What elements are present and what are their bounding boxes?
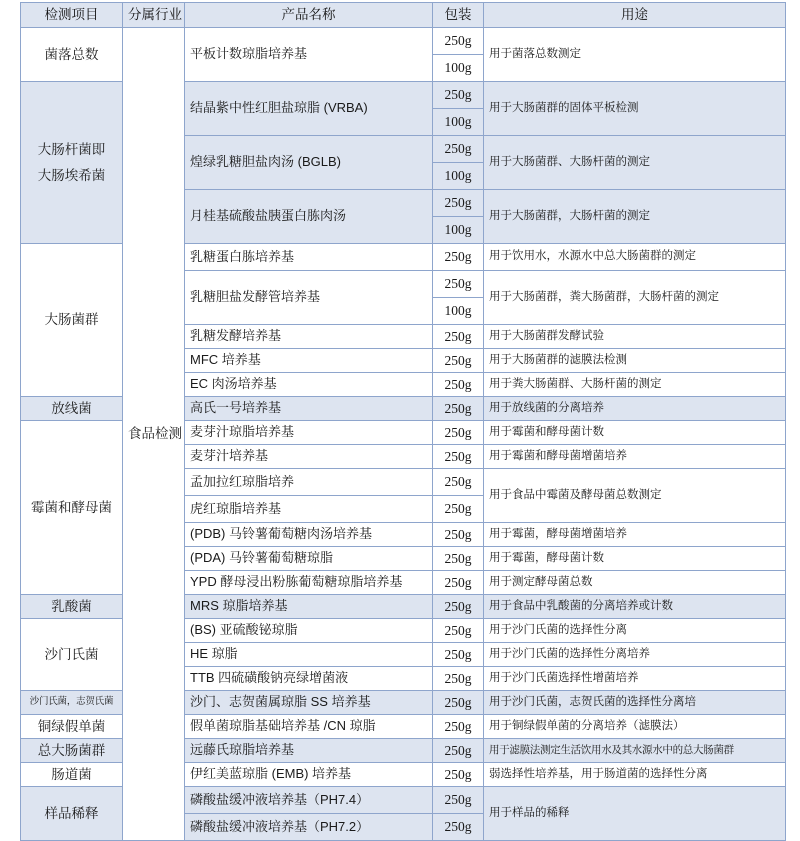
- packaging-size: 250g: [433, 667, 484, 691]
- product-name: (PDA) 马铃薯葡萄糖琼脂: [185, 547, 433, 571]
- product-name: 乳糖胆盐发酵管培养基: [185, 271, 433, 325]
- usage-description: 用于大肠菌群发酵试验: [484, 325, 786, 349]
- product-name: 虎红琼脂培养基: [185, 496, 433, 523]
- packaging-size: 250g: [433, 469, 484, 496]
- packaging-size: 250g: [433, 349, 484, 373]
- packaging-size: 250g: [433, 595, 484, 619]
- packaging-size: 250g: [433, 421, 484, 445]
- column-header-packaging: 包装: [433, 3, 484, 28]
- packaging-size: 250g: [433, 523, 484, 547]
- usage-description: 用于大肠菌群的滤膜法检测: [484, 349, 786, 373]
- product-name: 麦芽汁培养基: [185, 445, 433, 469]
- item-category-line2: 大肠埃希菌: [37, 167, 106, 183]
- packaging-size: 100g: [433, 163, 484, 190]
- usage-description: 用于大肠菌群、大肠杆菌的测定: [484, 136, 786, 190]
- packaging-size: 250g: [433, 397, 484, 421]
- usage-description: 用于滤膜法测定生活饮用水及其水源水中的总大肠菌群: [484, 739, 786, 763]
- packaging-size: 250g: [433, 244, 484, 271]
- table-row: [21, 28, 786, 55]
- product-name: 假单菌琼脂基础培养基 /CN 琼脂: [185, 715, 433, 739]
- packaging-size: 250g: [433, 643, 484, 667]
- product-name: 乳糖蛋白胨培养基: [185, 244, 433, 271]
- item-category: 放线菌: [21, 397, 123, 421]
- usage-description: 用于粪大肠菌群、大肠杆菌的测定: [484, 373, 786, 397]
- usage-description: 用于霉菌，酵母菌计数: [484, 547, 786, 571]
- usage-description: 用于放线菌的分离培养: [484, 397, 786, 421]
- usage-description: 用于霉菌，酵母菌增菌培养: [484, 523, 786, 547]
- usage-description: 用于大肠菌群，大肠杆菌的测定: [484, 190, 786, 244]
- usage-description: 用于菌落总数测定: [484, 28, 786, 82]
- item-category-line1: 大肠杆菌即: [37, 141, 106, 157]
- packaging-size: 250g: [433, 373, 484, 397]
- column-header-use: 用途: [484, 3, 786, 28]
- usage-description: 用于沙门氏菌，志贺氏菌的选择性分离培: [484, 691, 786, 715]
- packaging-size: 100g: [433, 109, 484, 136]
- column-header-industry: 分属行业: [123, 3, 185, 28]
- product-name: 磷酸盐缓冲液培养基（PH7.2）: [185, 814, 433, 841]
- packaging-size: 250g: [433, 325, 484, 349]
- product-name: 沙门、志贺菌属琼脂 SS 培养基: [185, 691, 433, 715]
- packaging-size: 100g: [433, 217, 484, 244]
- product-name: TTB 四硫磺酸钠亮绿增菌液: [185, 667, 433, 691]
- product-name: 高氏一号培养基: [185, 397, 433, 421]
- packaging-size: 250g: [433, 619, 484, 643]
- usage-description: 用于沙门氏菌的选择性分离: [484, 619, 786, 643]
- product-name: 麦芽汁琼脂培养基: [185, 421, 433, 445]
- column-header-item: 检测项目: [21, 3, 123, 28]
- packaging-size: 250g: [433, 496, 484, 523]
- product-name: 煌绿乳糖胆盐肉汤 (BGLB): [185, 136, 433, 190]
- packaging-size: 250g: [433, 715, 484, 739]
- product-name: EC 肉汤培养基: [185, 373, 433, 397]
- item-category: 样品稀释: [21, 787, 123, 841]
- packaging-size: 250g: [433, 814, 484, 841]
- packaging-size: 250g: [433, 787, 484, 814]
- product-name: 磷酸盐缓冲液培养基（PH7.4）: [185, 787, 433, 814]
- packaging-size: 250g: [433, 691, 484, 715]
- packaging-size: 100g: [433, 298, 484, 325]
- packaging-size: 250g: [433, 763, 484, 787]
- usage-description: 用于沙门氏菌的选择性分离培养: [484, 643, 786, 667]
- product-name: 孟加拉红琼脂培养: [185, 469, 433, 496]
- product-name: MFC 培养基: [185, 349, 433, 373]
- product-name: 结晶紫中性红胆盐琼脂 (VRBA): [185, 82, 433, 136]
- usage-description: 用于沙门氏菌选择性增菌培养: [484, 667, 786, 691]
- packaging-size: 250g: [433, 28, 484, 55]
- product-name: MRS 琼脂培养基: [185, 595, 433, 619]
- usage-description: 用于食品中乳酸菌的分离培养或计数: [484, 595, 786, 619]
- product-name: 远藤氏琼脂培养基: [185, 739, 433, 763]
- usage-description: 用于霉菌和酵母菌增菌培养: [484, 445, 786, 469]
- item-category: 沙门氏菌: [21, 619, 123, 691]
- product-name: 伊红美蓝琼脂 (EMB) 培养基: [185, 763, 433, 787]
- usage-description: 用于霉菌和酵母菌计数: [484, 421, 786, 445]
- packaging-size: 250g: [433, 136, 484, 163]
- item-category: 铜绿假单菌: [21, 715, 123, 739]
- usage-description: 用于测定酵母菌总数: [484, 571, 786, 595]
- item-category: 菌落总数: [21, 28, 123, 82]
- industry-category: 食品检测: [123, 28, 185, 841]
- usage-description: 弱选择性培养基，用于肠道菌的选择性分离: [484, 763, 786, 787]
- packaging-size: 250g: [433, 571, 484, 595]
- usage-description: 用于铜绿假单菌的分离培养（滤膜法）: [484, 715, 786, 739]
- item-category: 总大肠菌群: [21, 739, 123, 763]
- product-name: 平板计数琼脂培养基: [185, 28, 433, 82]
- item-category: 大肠菌群: [21, 244, 123, 397]
- column-header-product: 产品名称: [185, 3, 433, 28]
- packaging-size: 250g: [433, 445, 484, 469]
- packaging-size: 250g: [433, 271, 484, 298]
- usage-description: 用于大肠菌群的固体平板检测: [484, 82, 786, 136]
- usage-description: 用于食品中霉菌及酵母菌总数测定: [484, 469, 786, 523]
- product-name: YPD 酵母浸出粉胨葡萄糖琼脂培养基: [185, 571, 433, 595]
- product-name: 乳糖发酵培养基: [185, 325, 433, 349]
- packaging-size: 250g: [433, 547, 484, 571]
- usage-description: 用于饮用水，水源水中总大肠菌群的测定: [484, 244, 786, 271]
- packaging-size: 250g: [433, 82, 484, 109]
- item-category: 乳酸菌: [21, 595, 123, 619]
- media-product-table-container: [20, 2, 785, 841]
- product-name: 月桂基硫酸盐胰蛋白胨肉汤: [185, 190, 433, 244]
- item-category: 肠道菌: [21, 763, 123, 787]
- product-name: HE 琼脂: [185, 643, 433, 667]
- item-category: 沙门氏菌，志贺氏菌: [21, 691, 123, 715]
- table-header-row: [21, 3, 786, 28]
- item-category: [21, 82, 123, 244]
- product-name: (BS) 亚硫酸铋琼脂: [185, 619, 433, 643]
- usage-description: 用于大肠菌群，粪大肠菌群，大肠杆菌的测定: [484, 271, 786, 325]
- usage-description: 用于样品的稀释: [484, 787, 786, 841]
- packaging-size: 100g: [433, 55, 484, 82]
- packaging-size: 250g: [433, 739, 484, 763]
- item-category: 霉菌和酵母菌: [21, 421, 123, 595]
- media-product-table: [20, 2, 786, 841]
- product-name: (PDB) 马铃薯葡萄糖肉汤培养基: [185, 523, 433, 547]
- packaging-size: 250g: [433, 190, 484, 217]
